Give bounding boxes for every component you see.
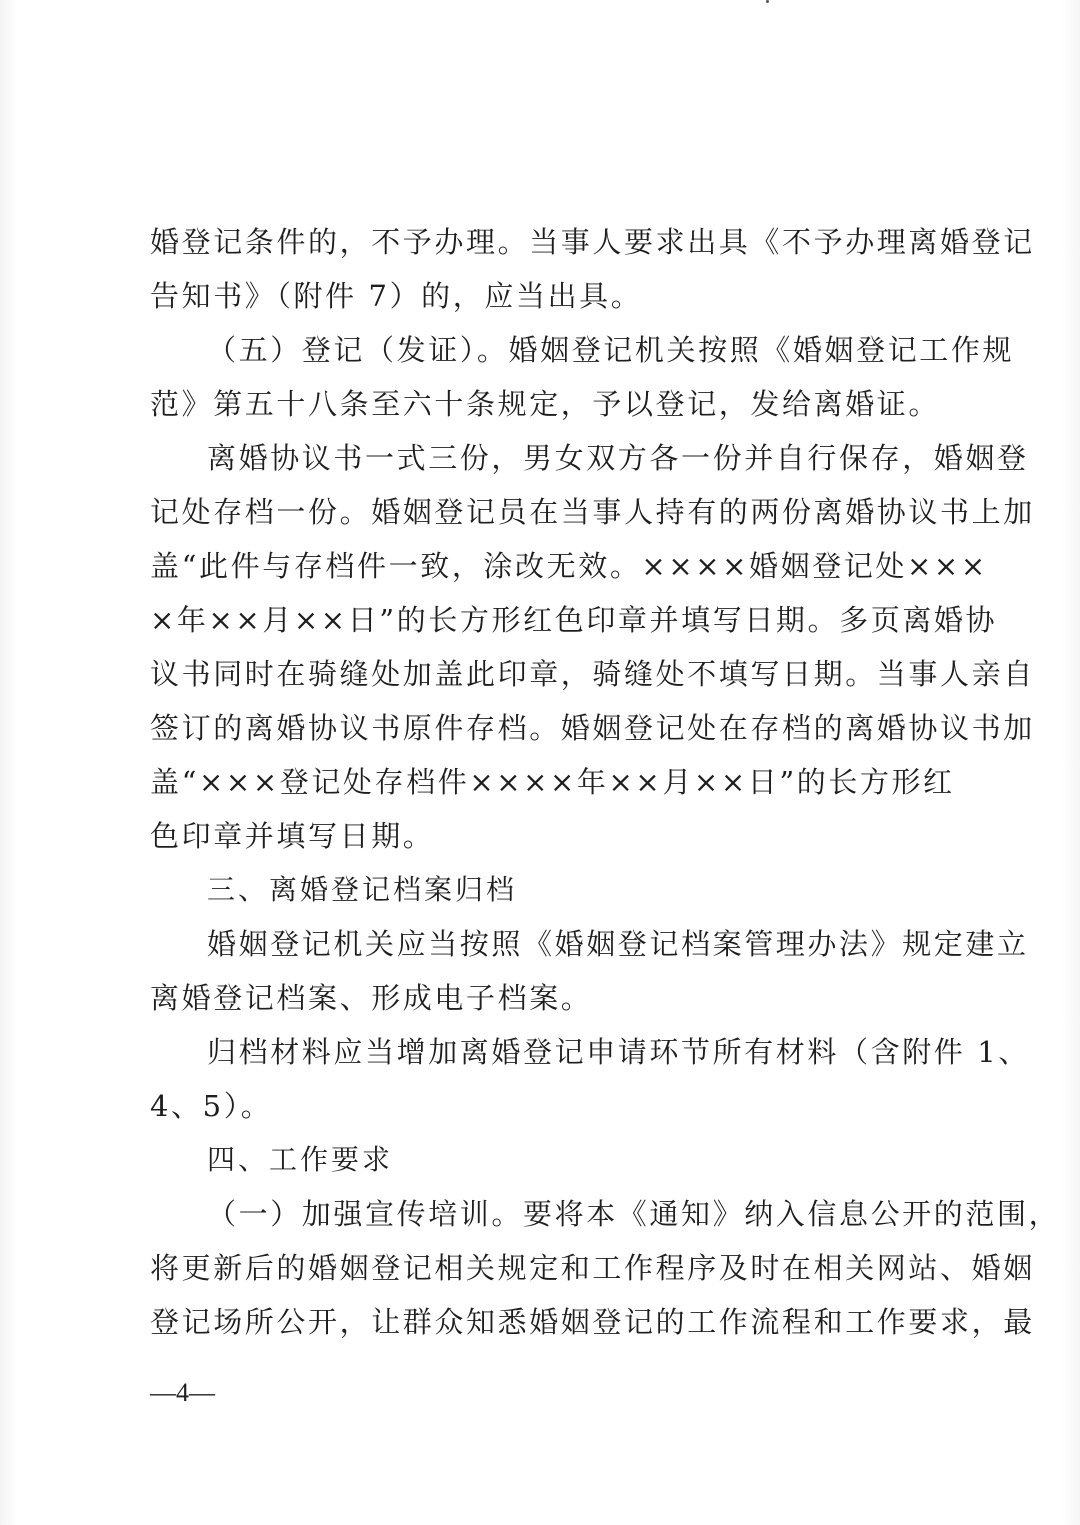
text-line: 将更新后的婚姻登记相关规定和工作程序及时在相关网站、婚姻	[150, 1251, 1035, 1285]
section-heading: 四、工作要求	[207, 1143, 394, 1176]
text-line: （五）登记（发证）。婚姻登记机关按照《婚姻登记工作规	[207, 333, 1015, 367]
text-line: 签订的离婚协议书原件存档。婚姻登记处在存档的离婚协议书加	[150, 711, 1035, 745]
text-line: 盖“×××登记处存档件××××年××月××日”的长方形红	[150, 765, 955, 799]
text-line: （一）加强宣传培训。要将本《通知》纳入信息公开的范围，	[207, 1197, 1061, 1231]
text-line: 婚姻登记机关应当按照《婚姻登记档案管理办法》规定建立	[207, 927, 1029, 961]
text-line: 离婚协议书一式三份，男女双方各一份并自行保存，婚姻登	[207, 441, 1029, 475]
section-heading: 三、离婚登记档案归档	[207, 873, 518, 906]
text-line: 4、5）。	[150, 1089, 273, 1123]
text-line: 告知书》（附件 7）的，应当出具。	[150, 279, 643, 313]
text-line: 婚登记条件的，不予办理。当事人要求出具《不予办理离婚登记	[150, 225, 1035, 259]
text-line: 归档材料应当增加离婚登记申请环节所有材料（含附件 1、	[207, 1035, 1030, 1069]
text-line: 议书同时在骑缝处加盖此印章，骑缝处不填写日期。当事人亲自	[150, 657, 1035, 691]
text-line: 色印章并填写日期。	[150, 819, 435, 853]
scan-speck	[766, 0, 769, 3]
text-line: 范》第五十八条至六十条规定，予以登记，发给离婚证。	[150, 387, 941, 421]
text-line: 盖“此件与存档件一致，涂改无效。××××婚姻登记处×××	[150, 549, 988, 583]
text-line: ×年××月××日”的长方形红色印章并填写日期。多页离婚协	[150, 603, 998, 637]
page-number: —4—	[150, 1378, 215, 1407]
text-line: 记处存档一份。婚姻登记员在当事人持有的两份离婚协议书上加	[150, 495, 1035, 529]
text-line: 登记场所公开，让群众知悉婚姻登记的工作流程和工作要求，最	[150, 1305, 1035, 1339]
text-line: 离婚登记档案、形成电子档案。	[150, 981, 593, 1015]
